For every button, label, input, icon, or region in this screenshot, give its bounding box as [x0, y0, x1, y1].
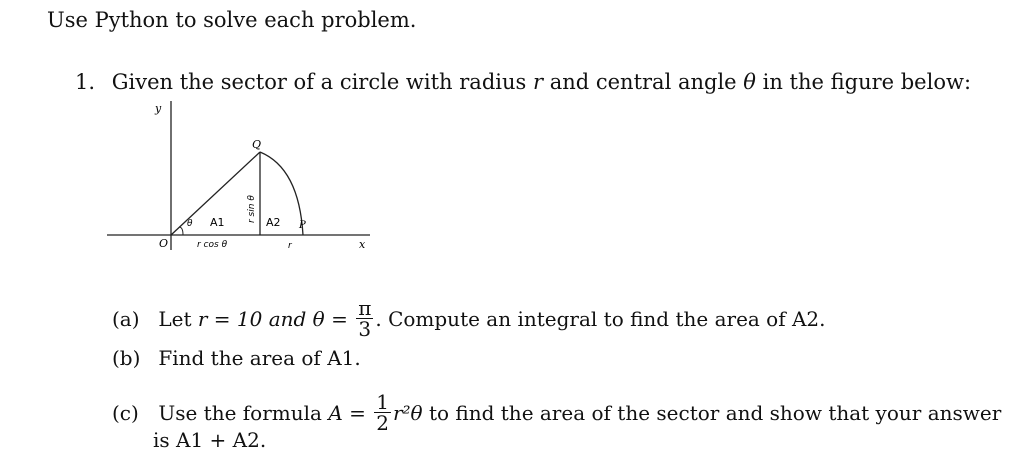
- sector-figure: [100, 98, 380, 262]
- problem-text-1: Given the sector of a circle with radius: [111, 70, 527, 94]
- rsin-label: r sin θ: [247, 195, 257, 223]
- problem-theta-symbol: θ: [743, 70, 756, 94]
- x-axis-label: x: [359, 238, 366, 251]
- part-a-fraction: [356, 298, 373, 339]
- intro-text: Use Python to solve each problem.: [47, 8, 417, 32]
- part-b-text: Find the area of A1.: [158, 346, 361, 370]
- a1-label: A1: [210, 216, 225, 229]
- problem-text-3: in the figure below:: [762, 70, 972, 94]
- problem-statement: [75, 70, 971, 94]
- problem-text-2: and central angle: [549, 70, 737, 94]
- part-c-letter: (c): [112, 401, 139, 425]
- theta-label: θ: [187, 219, 193, 229]
- part-c-eq2: r²θ: [392, 401, 423, 425]
- part-a-frac-den: 3: [358, 317, 372, 341]
- part-a-eq1: r = 10 and θ =: [197, 307, 348, 331]
- part-c-frac-den: 2: [376, 411, 389, 435]
- part-a: [112, 296, 826, 341]
- part-a-frac-num: π: [358, 296, 372, 320]
- part-c-frac-num: 1: [376, 390, 389, 414]
- rcos-label: r cos θ: [197, 240, 228, 250]
- problem-r-symbol: r: [532, 70, 544, 94]
- theta-arc: [179, 227, 183, 235]
- part-c-text2: to find the area of the sector and show that your answer: [428, 401, 1002, 425]
- problem-number: 1.: [75, 70, 96, 94]
- part-b: [112, 346, 361, 370]
- part-c-eq1: A =: [328, 401, 366, 425]
- part-a-text1: Let: [158, 307, 192, 331]
- q-label: Q: [252, 138, 262, 151]
- origin-label: O: [159, 237, 169, 250]
- p-label: P: [299, 220, 306, 231]
- part-c-text1: Use the formula: [158, 401, 322, 425]
- y-axis-label: y: [155, 102, 162, 115]
- part-c-fraction: [374, 392, 391, 433]
- r-label: r: [288, 241, 292, 251]
- part-c-line2: is A1 + A2.: [153, 428, 267, 452]
- part-b-letter: (b): [112, 346, 141, 370]
- sector-diagram: [100, 98, 380, 258]
- a2-label: A2: [266, 216, 281, 229]
- part-a-text2: . Compute an integral to find the area of A2.: [375, 307, 826, 331]
- part-a-letter: (a): [112, 307, 140, 331]
